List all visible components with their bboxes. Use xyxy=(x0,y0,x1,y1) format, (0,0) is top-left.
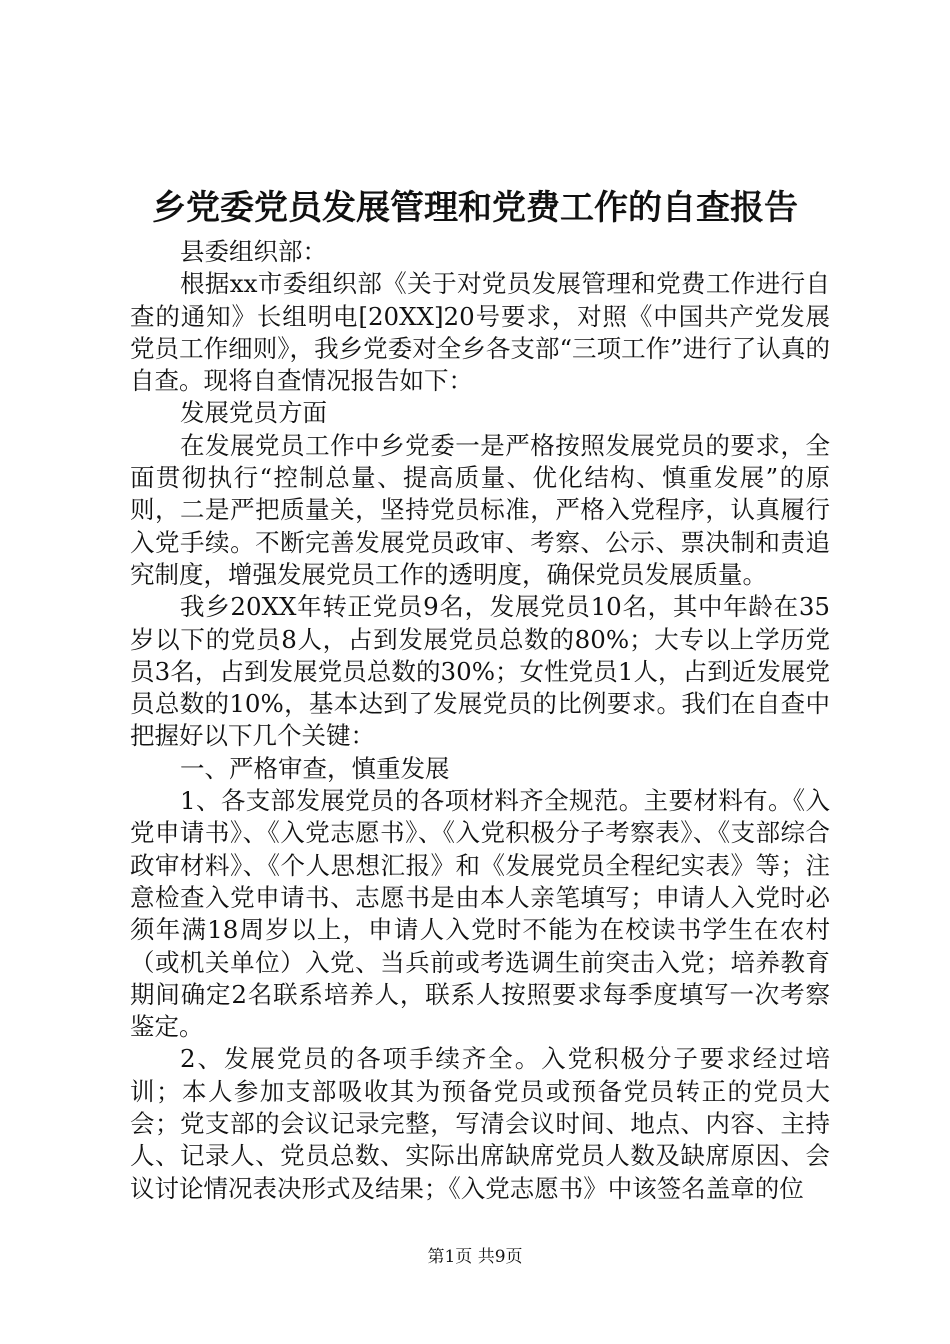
intro-paragraph: 根据xx市委组织部《关于对党员发展管理和党费工作进行自查的通知》长组明电[20XX]20号要求，对照《中国共产党发展党员工作细则》，我乡党委对全乡各支部“三项工作”进行了认真的自查。现将自查情况报告如下： xyxy=(130,269,830,396)
document-body xyxy=(130,236,830,1205)
body-paragraph: 在发展党员工作中乡党委一是严格按照发展党员的要求，全面贯彻执行“控制总量、提高质量、优化结构、慎重发展”的原则，二是严把质量关，坚持党员标准，严格入党程序，认真履行入党手续。不断完善发展党员政审、考察、公示、票决制和责追究制度，增强发展党员工作的透明度，确保党员发展质量。 xyxy=(130,430,830,589)
item-paragraph-1: 1、各支部发展党员的各项材料齐全规范。主要材料有。《入党申请书》、《入党志愿书》、《入党积极分子考察表》、《支部综合政审材料》、《个人思想汇报》和《发展党员全程纪实表》等；注意检查入党申请书、志愿书是由本人亲笔填写；申请人入党时必须年满18周岁以上，申请人入党时不能为在校读书学生在农村（或机关单位）入党、当兵前或考选调生前突击入党；培养教育期间确定2名联系培养人，联系人按照要求每季度填写一次考察鉴定。 xyxy=(130,786,830,1042)
item-paragraph-2: 2、发展党员的各项手续齐全。入党积极分子要求经过培训；本人参加支部吸收其为预备党员或预备党员转正的党员大会；党支部的会议记录完整，写清会议时间、地点、内容、主持人、记录人、党员总数、实际出席缺席党员人数及缺席原因、会议讨论情况表决形式及结果；《入党志愿书》中该签名盖章的位 xyxy=(130,1044,830,1203)
document-title: 乡党委党员发展管理和党费工作的自查报告 xyxy=(152,188,798,228)
statistics-paragraph: 我乡20XX年转正党员9名，发展党员10名，其中年龄在35岁以下的党员8人，占到发展党员总数的80%；大专以上学历党员3名，占到发展党员总数的30%；女性党员1人，占到近发展党员总数的10%，基本达到了发展党员的比例要求。我们在自查中把握好以下几个关键： xyxy=(130,592,830,751)
salutation: 县委组织部： xyxy=(180,237,327,266)
section-heading: 发展党员方面 xyxy=(180,398,327,428)
page-number: 第1页 共9页 xyxy=(427,1247,523,1267)
subsection-heading: 一、严格审查，慎重发展 xyxy=(180,753,450,783)
